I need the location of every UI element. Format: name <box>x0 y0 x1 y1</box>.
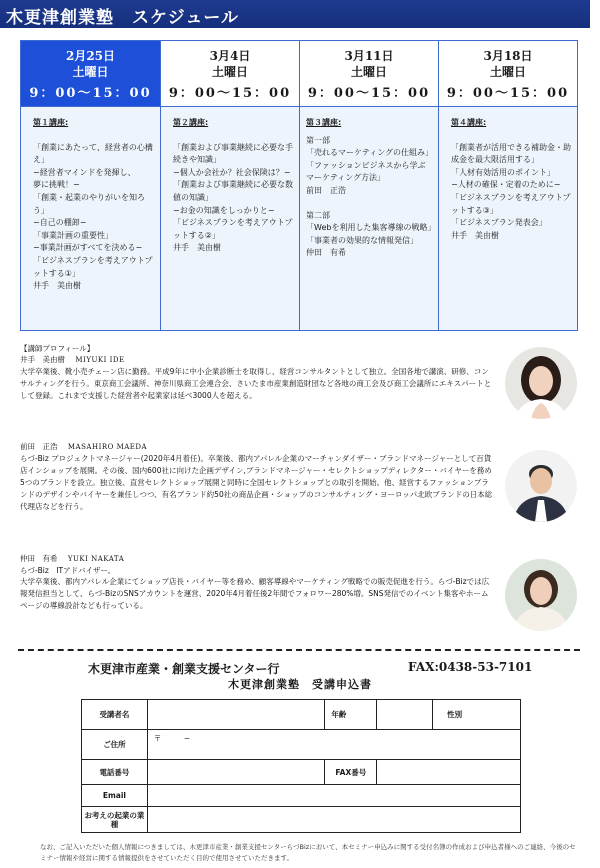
fax-label: FAX番号 <box>325 760 377 785</box>
lecture-line: 「創業にあたって、経営者の心構え」 <box>33 142 153 165</box>
schedule-day: 土曜日 <box>211 65 248 79</box>
lecture-part: 第一部 <box>306 135 330 145</box>
lecture-line: 「ビジネスプランを考えアウトプットする③」 <box>451 192 571 215</box>
business-label: お考えの起業の業種 <box>82 807 148 833</box>
schedule-time: 9：00〜15：00 <box>29 86 152 101</box>
schedule-column-1 <box>21 41 160 330</box>
avatar-nakata <box>505 559 577 631</box>
schedule-header-1 <box>21 41 160 106</box>
lecture-line: 「事業計画の重要性」 <box>33 230 113 240</box>
lecture-line: −個人か会社か？社会保険は？− <box>173 167 291 177</box>
profile-bio-text: 卒業後、都内アパレル企業のマーチャンダイザー・ブランドマネージャーとして百貨店インショップを展開。その後、国内600社に向けた企画デザイン,ブランドマネージャー・セレクトショップディレクター・バイヤーを務め5つのブランドを設立。独立後、直営セレクトショップ展開と同時に全国セレクトショップとの取引を開始。他、経営するファッションブランドのデザインやバイヤーを兼任しつつ、有名ブランド約50社の商品企画・ショップのコンサルティング・ヨーロッパ北欧ブランドの日本総代理店などを行う。 <box>20 454 493 511</box>
lecture-line: 「Webを利用した集客導線の戦略」 <box>306 223 436 233</box>
phone-label: 電話番号 <box>82 760 148 785</box>
schedule-date: 2月25日 <box>65 49 116 63</box>
profile-name-row <box>20 441 496 453</box>
profile-bio: 大学卒業後、都内アパレル企業にてショップ店長・バイヤー等を務め、顧客導線やマーケティング戦略での販売促進を行う。らづ-Bizでは広報発信担当として、らづ-BizのSNSアカウントを運営、2020年4月着任後2年間でフォロワー280%増。SNS発信でのイベント集客やホームページの導線設計なども行っている。 <box>20 577 490 610</box>
schedule-body-1 <box>21 106 160 330</box>
schedule-time: 9：00〜15：00 <box>168 86 292 101</box>
lecture-line: 「事業者の効果的な情報発信」 <box>306 235 418 245</box>
name-label: 受講者名 <box>82 700 148 730</box>
profile-romaji: MASAHIRO MAEDA <box>67 443 148 451</box>
schedule-column-2 <box>160 41 299 330</box>
profile-nakata <box>20 553 496 612</box>
fax-field[interactable] <box>377 760 521 785</box>
business-field[interactable] <box>147 807 520 833</box>
gender-label: 性別 <box>447 710 463 719</box>
email-label: Email <box>82 785 148 807</box>
lecture-number: 第２講座: <box>173 118 209 127</box>
schedule-body-4 <box>439 106 577 330</box>
email-field[interactable] <box>147 785 520 807</box>
lecture-line: 「ビジネスプランを考えアウトプットする②」 <box>173 218 293 240</box>
lecture-part: 第二部 <box>306 210 330 220</box>
schedule-time: 9：00〜15：00 <box>446 86 570 101</box>
schedule-date: 3月11日 <box>344 49 394 63</box>
age-label <box>325 700 377 730</box>
gender-cell <box>433 700 521 730</box>
lecture-number: 第４講座: <box>451 118 487 127</box>
profile-name-row <box>20 354 496 366</box>
spacer <box>306 198 432 210</box>
lecture-line: −お金の知識をしっかりと− <box>173 205 275 215</box>
name-field[interactable] <box>147 700 325 730</box>
lecture-line: −人材の確保・定着のために− <box>451 180 561 190</box>
cut-line <box>18 649 580 651</box>
lecturer-name: 井手 美由樹 <box>173 243 221 253</box>
lecturer-name: 前田 正浩 <box>306 185 346 195</box>
header-bar <box>0 0 590 28</box>
profile-bio: 大学卒業後、靴小売チェーン店に勤務。平成9年に中小企業診断士を取得し、経営コンサルタントとして独立。全国各地で講演、研修、コンサルティングを行う。東京商工会議所、神奈川県商工会連合会、さいたま市産業創造財団など各地の商工会及び商工会議所にエキスパートとして登録。これまで支援した経営者や起業家は延べ3000人を超える。 <box>20 367 492 400</box>
lecture-line: 「人材有効活用のポイント」 <box>451 167 555 177</box>
schedule-date: 3月18日 <box>483 49 533 63</box>
lecture-line: 夢に挑戦！− <box>33 180 80 190</box>
form-fax-number: FAX:0438-53-7101 <box>408 660 533 674</box>
schedule-date: 3月4日 <box>209 49 251 63</box>
schedule-day: 土曜日 <box>489 65 526 79</box>
lecture-line: 「ビジネスプラン発表会」 <box>451 218 547 228</box>
avatar-maeda <box>505 450 577 522</box>
profile-romaji: MIYUKI IDE <box>75 356 125 364</box>
privacy-note: なお、ご記入いただいた個人情報につきましては、木更津市産業・創業支援センターらづBizにおいて、本セミナー申込みに関する受付名簿の作成および申込者様へのご連絡、今後のセミナー情報や経営に関する情報提供をさせていただく目的で使用させていただきます。 <box>40 843 576 862</box>
postal-mark: 〒 − <box>153 734 191 743</box>
lecturer-name: 仲田 有希 <box>306 248 346 258</box>
form-title: 木更津創業塾 受講申込書 <box>228 678 372 691</box>
address-field[interactable] <box>147 730 520 760</box>
lecturer-name: 井手 美由樹 <box>451 230 499 240</box>
profile-name: 前田 正浩 <box>20 442 58 451</box>
schedule-header-3 <box>300 41 438 106</box>
header-banner <box>0 0 600 28</box>
profile-title: らづ-Biz ITアドバイザー。 <box>20 566 116 575</box>
application-form <box>81 699 521 833</box>
lecturer-name: 井手 美由樹 <box>33 281 81 291</box>
lecture-line: −自己の棚卸− <box>33 218 87 228</box>
schedule-body-2 <box>161 106 299 330</box>
lecture-line: 「創業・起業のやりがいを知ろう」 <box>33 192 145 215</box>
lecture-line: 「創業者が活用できる補助金・助成金を最大限活用する」 <box>451 142 571 165</box>
lecture-line: 「売れるマーケティングの仕組み」 <box>306 148 434 158</box>
age-field[interactable] <box>377 700 433 730</box>
profile-title: らづ-Biz プロジェクトマネージャー(2020年4月着任)。 <box>20 454 208 463</box>
profile-name: 仲田 有希 <box>20 554 58 563</box>
profile-romaji: YUKI NAKATA <box>67 555 125 563</box>
profile-maeda <box>20 441 496 513</box>
lecture-number: 第１講座: <box>33 118 69 127</box>
profile-name-row <box>20 553 496 565</box>
lecture-line: −経営者マインドを発揮し、 <box>33 167 136 177</box>
avatar-ide <box>505 347 577 419</box>
profile-bio <box>20 453 496 513</box>
lecture-line: −事業計画がすべてを決める− <box>33 243 143 253</box>
schedule-day: 土曜日 <box>72 65 109 79</box>
age-label-text: 年齢 <box>331 710 347 719</box>
schedule-table <box>20 40 578 331</box>
form-recipient: 木更津市産業・創業支援センター行 <box>88 662 280 676</box>
schedule-column-3 <box>299 41 438 330</box>
profile-ide <box>20 354 496 402</box>
lecture-line: 「創業および事業継続に必要な数値の知識」 <box>173 180 293 202</box>
lecture-line: 「ファッションビジネスから学ぶマーケティング方法」 <box>306 160 426 183</box>
schedule-column-4 <box>438 41 577 330</box>
lecture-line: 「創業および事業継続に必要な手続きや知識」 <box>173 142 293 165</box>
address-label: ご住所 <box>82 730 148 760</box>
schedule-body-3 <box>300 106 438 330</box>
schedule-header-2 <box>161 41 299 106</box>
lecture-line: 「ビジネスプランを考えアウトプットする①」 <box>33 255 153 278</box>
profile-name: 井手 美由樹 <box>20 355 65 364</box>
schedule-day: 土曜日 <box>350 65 387 79</box>
profile-heading: 【講師プロフィール】 <box>20 344 95 353</box>
schedule-time: 9：00〜15：00 <box>307 86 431 101</box>
phone-field[interactable] <box>147 760 325 785</box>
schedule-header-4 <box>439 41 577 106</box>
lecture-number: 第３講座: <box>306 118 342 127</box>
page-title: 木更津創業塾 スケジュール <box>6 8 239 28</box>
